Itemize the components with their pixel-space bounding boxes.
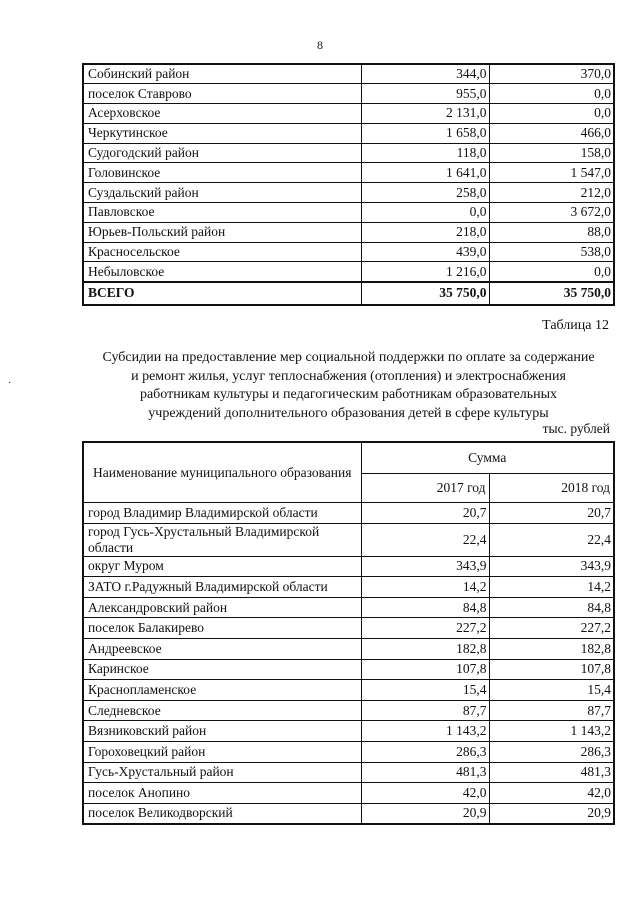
row-name: Асерховское <box>83 104 361 124</box>
table-caption: Таблица 12 <box>542 318 609 333</box>
row-name: Гороховецкий район <box>83 741 361 762</box>
value-2018: 158,0 <box>489 143 614 163</box>
row-name: ЗАТО г.Радужный Владимирской области <box>83 577 361 598</box>
value-2017: 14,2 <box>361 577 489 598</box>
row-name: город Гусь-Хрустальный Владимирской области <box>83 523 361 556</box>
value-2017: 344,0 <box>361 64 489 84</box>
value-2018: 20,7 <box>489 503 614 524</box>
value-2018: 0,0 <box>489 84 614 104</box>
table-row <box>83 618 614 639</box>
table-row <box>83 222 614 242</box>
total-2017: 35 750,0 <box>361 282 489 305</box>
row-name: Следневское <box>83 700 361 721</box>
table-row <box>83 242 614 262</box>
column-header-2018: 2018 год <box>489 474 614 503</box>
column-header-name: Наименование муниципального образования <box>83 442 361 503</box>
value-2018: 0,0 <box>489 104 614 124</box>
value-2017: 343,9 <box>361 556 489 577</box>
scan-mark: · <box>8 378 12 389</box>
row-name: Гусь-Хрустальный район <box>83 762 361 783</box>
title-line: и ремонт жилья, услуг теплоснабжения (отопления) и электроснабжения <box>131 368 566 384</box>
row-name: Краснопламенское <box>83 680 361 701</box>
value-2017: 286,3 <box>361 741 489 762</box>
row-name: поселок Балакирево <box>83 618 361 639</box>
table-title <box>82 349 615 423</box>
value-2017: 227,2 <box>361 618 489 639</box>
value-2017: 22,4 <box>361 523 489 556</box>
value-2017: 258,0 <box>361 183 489 203</box>
value-2018: 212,0 <box>489 183 614 203</box>
value-2018: 227,2 <box>489 618 614 639</box>
row-name: Суздальский район <box>83 183 361 203</box>
value-2017: 42,0 <box>361 783 489 804</box>
value-2018: 3 672,0 <box>489 203 614 223</box>
row-name: Небыловское <box>83 262 361 282</box>
table-row <box>83 143 614 163</box>
page-number: 8 <box>317 38 323 52</box>
value-2018: 107,8 <box>489 659 614 680</box>
value-2017: 955,0 <box>361 84 489 104</box>
value-2018: 538,0 <box>489 242 614 262</box>
table-row <box>83 741 614 762</box>
value-2017: 2 131,0 <box>361 104 489 124</box>
value-2017: 1 658,0 <box>361 123 489 143</box>
row-name: Павловское <box>83 203 361 223</box>
value-2017: 218,0 <box>361 222 489 242</box>
table-row <box>83 762 614 783</box>
title-line: Субсидии на предоставление мер социальной поддержки по оплате за содержание <box>102 350 595 365</box>
row-name: город Владимир Владимирской области <box>83 503 361 524</box>
table-row <box>83 203 614 223</box>
row-name: Юрьев-Польский район <box>83 222 361 242</box>
total-label: ВСЕГО <box>83 282 361 305</box>
value-2018: 22,4 <box>489 523 614 556</box>
table-row <box>83 803 614 824</box>
value-2017: 439,0 <box>361 242 489 262</box>
value-2018: 481,3 <box>489 762 614 783</box>
value-2018: 87,7 <box>489 700 614 721</box>
table-row <box>83 523 614 556</box>
table-row <box>83 783 614 804</box>
subsidies-table-header <box>83 442 614 503</box>
value-2018: 286,3 <box>489 741 614 762</box>
table-row <box>83 104 614 124</box>
value-2017: 20,9 <box>361 803 489 824</box>
value-2017: 84,8 <box>361 597 489 618</box>
value-2017: 0,0 <box>361 203 489 223</box>
value-2017: 481,3 <box>361 762 489 783</box>
value-2018: 370,0 <box>489 64 614 84</box>
units-label: тыс. рублей <box>542 421 610 436</box>
value-2017: 1 143,2 <box>361 721 489 742</box>
table-row <box>83 597 614 618</box>
title-line: учреждений дополнительного образования детей в сфере культуры <box>148 405 549 421</box>
table-row <box>83 123 614 143</box>
continuation-table-body <box>83 64 614 305</box>
value-2017: 87,7 <box>361 700 489 721</box>
row-name: Черкутинское <box>83 123 361 143</box>
row-name: Каринское <box>83 659 361 680</box>
value-2017: 15,4 <box>361 680 489 701</box>
column-header-2017: 2017 год <box>361 474 489 503</box>
row-name: Вязниковский район <box>83 721 361 742</box>
value-2017: 107,8 <box>361 659 489 680</box>
total-2018: 35 750,0 <box>489 282 614 305</box>
table-row <box>83 577 614 598</box>
value-2017: 20,7 <box>361 503 489 524</box>
row-name: Собинский район <box>83 64 361 84</box>
subsidies-table <box>82 441 615 825</box>
value-2018: 15,4 <box>489 680 614 701</box>
value-2018: 1 547,0 <box>489 163 614 183</box>
row-name: Головинское <box>83 163 361 183</box>
value-2018: 20,9 <box>489 803 614 824</box>
table-row <box>83 700 614 721</box>
value-2017: 1 641,0 <box>361 163 489 183</box>
value-2018: 88,0 <box>489 222 614 242</box>
value-2018: 182,8 <box>489 638 614 659</box>
table-row <box>83 183 614 203</box>
table-row <box>83 659 614 680</box>
subsidies-table-body <box>83 503 614 824</box>
value-2018: 14,2 <box>489 577 614 598</box>
value-2018: 1 143,2 <box>489 721 614 742</box>
value-2018: 0,0 <box>489 262 614 282</box>
table-row <box>83 163 614 183</box>
row-name: поселок Ставрово <box>83 84 361 104</box>
row-name: поселок Анопино <box>83 783 361 804</box>
value-2018: 343,9 <box>489 556 614 577</box>
table-row <box>83 638 614 659</box>
value-2018: 466,0 <box>489 123 614 143</box>
row-name: Судогодский район <box>83 143 361 163</box>
row-name: поселок Великодворский <box>83 803 361 824</box>
continuation-table <box>82 63 615 306</box>
row-name: округ Муром <box>83 556 361 577</box>
table-row <box>83 503 614 524</box>
row-name: Андреевское <box>83 638 361 659</box>
value-2017: 182,8 <box>361 638 489 659</box>
row-name: Александровский район <box>83 597 361 618</box>
table-row <box>83 556 614 577</box>
title-line: работникам культуры и педагогическим работникам образовательных <box>139 387 558 402</box>
row-name: Красносельское <box>83 242 361 262</box>
total-row <box>83 282 614 305</box>
value-2018: 84,8 <box>489 597 614 618</box>
table-row <box>83 721 614 742</box>
column-header-sum: Сумма <box>361 442 614 474</box>
table-row <box>83 64 614 84</box>
value-2017: 118,0 <box>361 143 489 163</box>
table-row <box>83 680 614 701</box>
table-row <box>83 262 614 282</box>
table-row <box>83 84 614 104</box>
value-2018: 42,0 <box>489 783 614 804</box>
value-2017: 1 216,0 <box>361 262 489 282</box>
